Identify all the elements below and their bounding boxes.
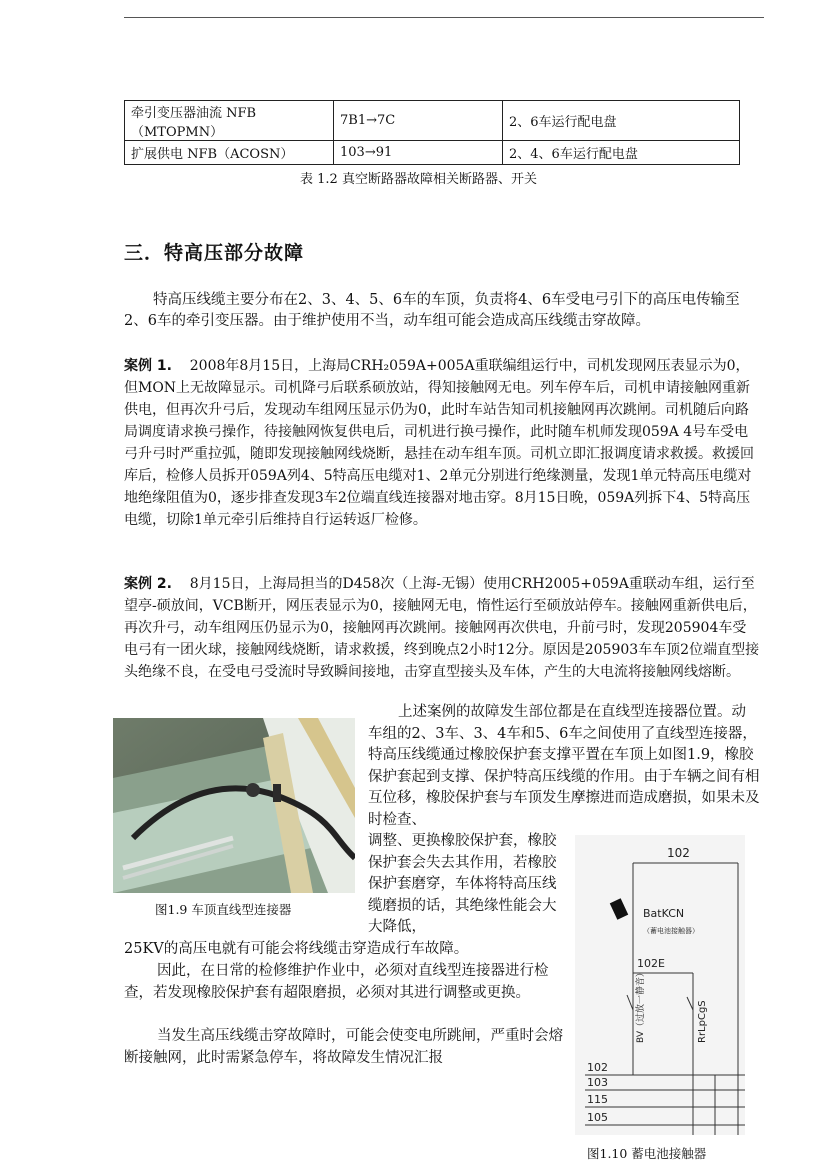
label-rrlpcgs: RrLpCgS bbox=[697, 1000, 708, 1043]
table-caption: 表 1.2 真空断路器故障相关断路器、开关 bbox=[300, 172, 537, 187]
breaker-table bbox=[124, 100, 740, 165]
bus-label: 102 bbox=[587, 1061, 608, 1074]
table-row bbox=[125, 101, 740, 141]
label-102-top: 102 bbox=[667, 846, 690, 860]
figure-1-10-caption: 图1.10 蓄电池接触器 bbox=[587, 1146, 707, 1161]
case2-text: 8月15日，上海局担当的D458次（上海-无锡）使用CRH2005+059A重联动车组，运行至望亭-硕放间，VCB断开，网压表显示为0，接触网无电，惰性运行至硕放站停车。接触网重新供电后，再次升弓，动车组网压仍显示为0，接触网再次跳闸。接触网再次供电，升前弓时，发现205904车受电弓有一团火球，接触网线烧断，请求救援，终到晚点2小时12分。原因是205903车车顶2位端直型接头绝缘不良，在受电弓受流时导致瞬间接地，击穿直型接头及车体，产生的大电流将接触网线熔断。 bbox=[124, 576, 760, 680]
roof-connector-photo bbox=[113, 718, 355, 893]
bus-label: 105 bbox=[587, 1111, 608, 1124]
table-cell: 扩展供电 NFB（ACOSN） bbox=[125, 141, 334, 165]
bus-label: 103 bbox=[587, 1076, 608, 1089]
label-102e: 102E bbox=[637, 957, 665, 970]
table-cell: 103→91 bbox=[334, 141, 503, 165]
battery-contactor-diagram bbox=[575, 835, 745, 1135]
case1-paragraph bbox=[124, 355, 760, 531]
table-cell: 7B1→7C bbox=[334, 101, 503, 141]
intro-paragraph: 特高压线缆主要分布在2、3、4、5、6车的车顶，负责将4、6车受电弓引下的高压电传输至2、6车的牵引变压器。由于维护使用不当，动车组可能会造成高压线缆击穿故障。 bbox=[124, 292, 740, 329]
body-paragraph-1b: 调整、更换橡胶保护套，橡胶保护套会失去其作用，若橡胶保护套磨穿，车体将特高压线缆磨损的话，其绝缘性能会大大降低， bbox=[368, 833, 557, 935]
section-heading: 三．特高压部分故障 bbox=[124, 242, 305, 264]
table-row bbox=[125, 141, 740, 165]
label-batkcn-sub: （蓄电池接触器） bbox=[643, 927, 699, 935]
case1-text: 2008年8月15日，上海局CRH₂059A+005A重联编组运行中，司机发现网压表显示为0，但MON上无故障显示。司机降弓后联系硕放站，得知接触网无电。列车停车后，司机申请接触网重新供电，但再次升弓后，发现动车组网压显示仍为0，此时车站告知司机接触网再次跳闸。司机随后向路局调度请求换弓操作，待接触网恢复供电后，司机进行换弓操作，此时随车机师发现059A 4号车受电弓升弓时严重拉弧，随即发现接触网线烧断，悬挂在动车组车顶。司机立即汇报调度请求救援。救援回库后，检修人员拆开059A列4、5特高压电缆对1、2单元分别进行绝缘测量，发现1单元特高压电缆对地绝缘阻值为0，逐步排查发现3车2位端直线连接器对地击穿。8月15日晚，059A列拆下4、5特高压电缆，切除1单元牵引后维持自行运转返厂检修。 bbox=[124, 358, 754, 528]
figure-1-9-caption: 图1.9 车顶直线型连接器 bbox=[155, 902, 292, 917]
label-batkcn: BatKCN bbox=[643, 907, 685, 920]
body-paragraph-1c: 25KV的高压电就有可能会将线缆击穿造成行车故障。 bbox=[124, 941, 469, 957]
body-paragraph-3: 当发生高压线缆击穿故障时，可能会使变电所跳闸，严重时会熔断接触网，此时需紧急停车，将故障发生情况汇报 bbox=[124, 1028, 563, 1066]
bus-label: 115 bbox=[587, 1093, 608, 1106]
body-paragraph-2: 因此，在日常的检修维护作业中，必须对直线型连接器进行检查，若发现橡胶保护套有超限磨损，必须对其进行调整或更换。 bbox=[124, 963, 549, 1001]
case2-paragraph bbox=[124, 573, 760, 683]
body-paragraph-1a: 上述案例的故障发生部位都是在直线型连接器位置。动车组的2、3车、3、4车和5、6车之间使用了直线型连接器，特高压线缆通过橡胶保护套支撑平置在车顶上如图1.9，橡胶保护套起到支撑、保护特高压线缆的作用。由于车辆之间有相互位移，橡胶保护套与车顶发生摩擦进而造成磨损，如果未及时检查、 bbox=[368, 704, 760, 828]
case1-label: 案例 1. bbox=[124, 358, 172, 374]
table-cell: 2、6车运行配电盘 bbox=[503, 101, 740, 141]
label-bv: BV（过放一静音） bbox=[636, 967, 646, 1043]
header-rule bbox=[124, 17, 764, 18]
table-cell: 牵引变压器油流 NFB （MTOPMN） bbox=[125, 101, 334, 141]
table-cell: 2、4、6车运行配电盘 bbox=[503, 141, 740, 165]
case2-label: 案例 2. bbox=[124, 576, 172, 592]
